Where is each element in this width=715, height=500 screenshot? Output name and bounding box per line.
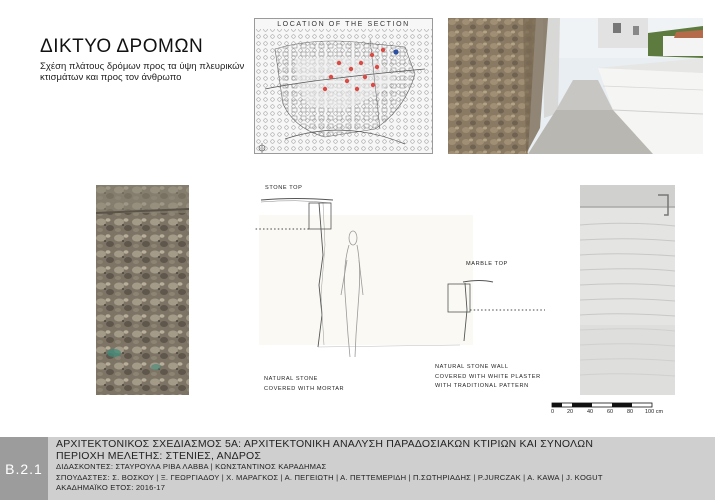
scale-tick-0: 0 (551, 409, 555, 415)
footer-text (56, 438, 706, 494)
current-location-marker (393, 49, 398, 54)
street-photo (448, 18, 703, 154)
stone-top-label: STONE TOP (265, 185, 303, 191)
stone-wall-label-line3: WITH TRADITIONAL PATTERN (435, 383, 529, 389)
footer (0, 437, 715, 500)
stone-wall-photo (96, 185, 189, 395)
students: ΣΠΟΥΔΑΣΤΕΣ: Σ. ΒΟΣΚΟΥ | Ξ. ΓΕΩΡΓΙΑΔΟΥ | Χ. ΜΑΡΑΓΚΟΣ | Α. ΠΕΓΕΙΩΤΗ | Α. ΠΕΤΤΕΜΕΡΙΔΗ | Π.ΣΩΤΗΡΙΑΔΗΣ | P.JURCZAK | A. KAWA | J. KOGUT (56, 472, 603, 482)
scale-bar (549, 400, 679, 420)
marble-top-label: MARBLE TOP (466, 261, 508, 267)
scale-tick-60: 60 (607, 409, 614, 415)
location-map (254, 18, 433, 154)
academic-year: ΑΚΑΔΗΜΑΪΚΟ ΕΤΟΣ: 2016-17 (56, 483, 166, 492)
scale-tick-80: 80 (627, 409, 634, 415)
scale-tick-20: 20 (567, 409, 574, 415)
scale-tick-40: 40 (587, 409, 594, 415)
study-area: ΠΕΡΙΟΧΗ ΜΕΛΕΤΗΣ: ΣΤΕΝΙΕΣ, ΑΝΔΡΟΣ (56, 450, 262, 462)
sheet-code: B.2.1 (0, 437, 48, 500)
natural-stone-label (264, 375, 344, 394)
page-subtitle: Σχέση πλάτους δρόμων προς τα ύψη πλευρικών κτισμάτων και προς τον άνθρωπο (40, 61, 245, 83)
stone-wall-label (435, 363, 541, 392)
stone-wall-label-line1: NATURAL STONE WALL (435, 364, 509, 370)
page-title: ΔΙΚΤΥΟ ΔΡΟΜΩΝ (40, 36, 204, 57)
natural-stone-label-line1: NATURAL STONE (264, 376, 319, 382)
plaster-wall-photo (580, 185, 675, 395)
stone-wall-label-line2: COVERED WITH WHITE PLASTER (435, 373, 541, 380)
teachers: ΔΙΔΑΣΚΟΝΤΕΣ: ΣΤΑΥΡΟΥΛΑ ΡΙΒΑ ΛΑΒΒΑ | ΚΩΝΣΤΑΝΤΙΝΟΣ ΚΑΡΑΔΗΜΑΣ (56, 462, 327, 471)
section-drawing (255, 185, 545, 400)
map-drawing (255, 19, 433, 154)
natural-stone-label-line2: COVERED WITH MORTAR (264, 385, 345, 392)
scale-tick-100: 100 cm (645, 409, 664, 415)
course-title: ΑΡΧΙΤΕΚΤΟΝΙΚΟΣ ΣΧΕΔΙΑΣΜΟΣ 5Α: ΑΡΧΙΤΕΚΤΟΝΙΚΗ ΑΝΑΛΥΣΗ ΠΑΡΑΔΟΣΙΑΚΩΝ ΚΤΙΡΙΩΝ ΚΑΙ ΣΥΝΟΛΩΝ (56, 438, 594, 450)
map-title: LOCATION OF THE SECTION (277, 21, 410, 28)
